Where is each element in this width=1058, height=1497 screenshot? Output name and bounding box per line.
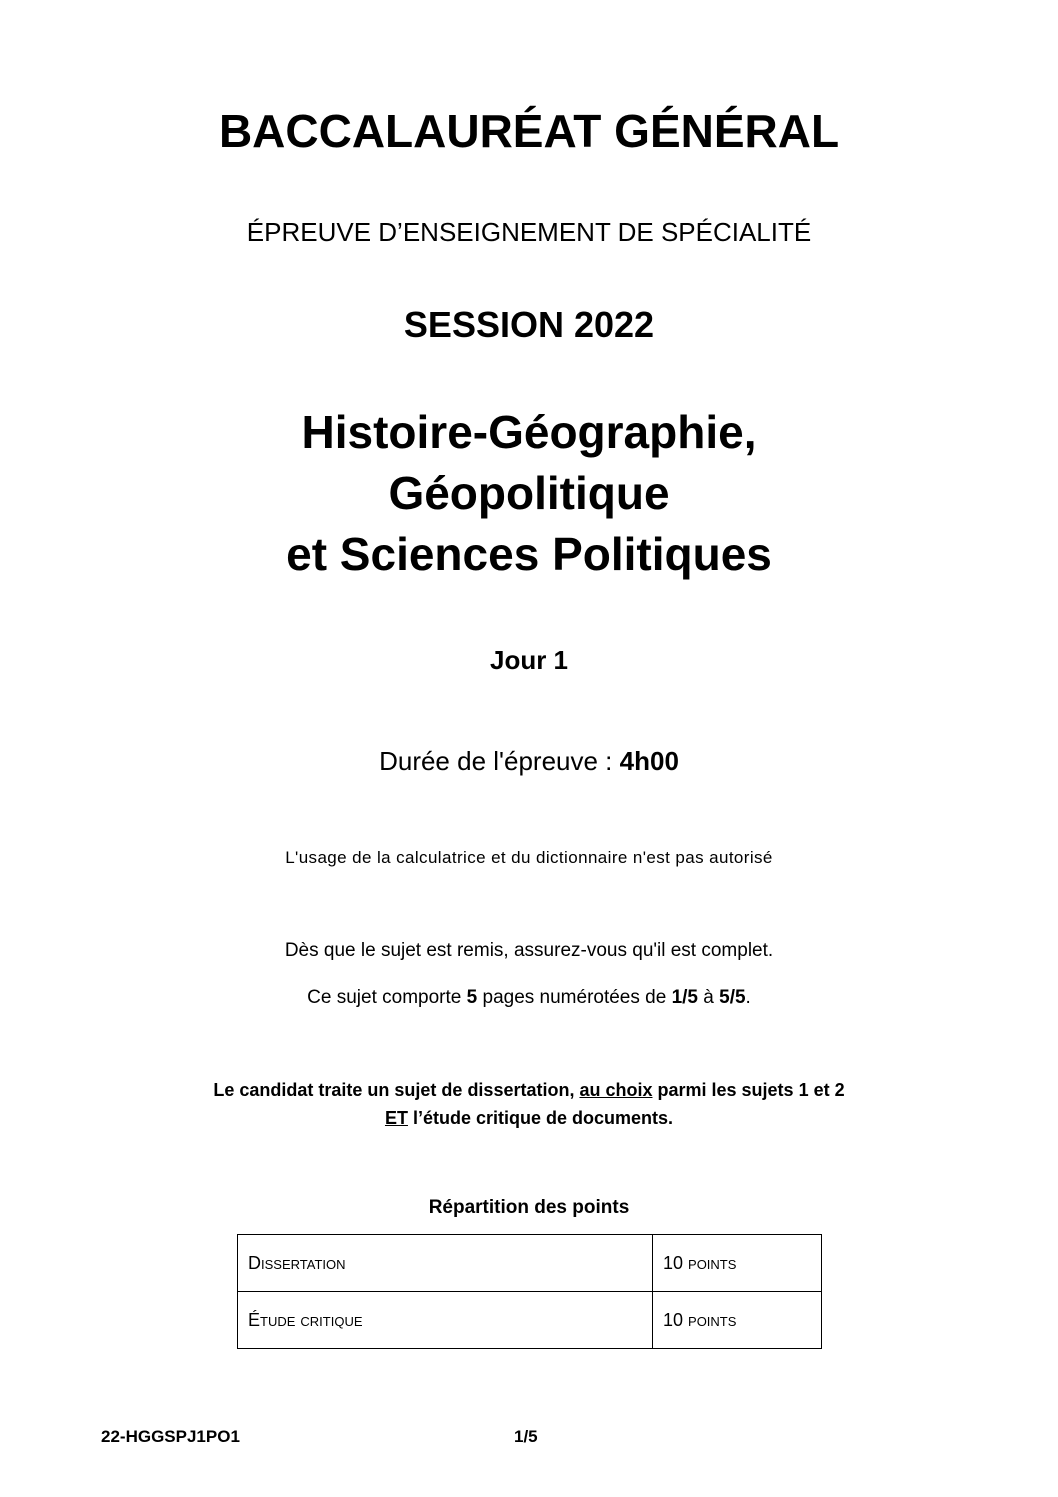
- pages-prefix: Ce sujet comporte: [307, 987, 467, 1008]
- candidate-instructions: [0, 1076, 1058, 1132]
- complete-check-notice: Dès que le sujet est remis, assurez-vous qu'il est complet.: [284, 940, 774, 961]
- table-row: [238, 1292, 822, 1349]
- instructions-line1-prefix: Le candidat traite un sujet de dissertation,: [213, 1080, 580, 1100]
- subject-line-2: Géopolitique: [388, 467, 670, 519]
- points-row-label: Étude critique: [238, 1292, 653, 1349]
- instructions-line1-underlined: au choix: [579, 1080, 653, 1100]
- points-row-value: 10 points: [653, 1292, 822, 1349]
- points-table-title: Répartition des points: [428, 1197, 630, 1218]
- instructions-line2-underlined: ET: [384, 1108, 408, 1128]
- exam-title: BACCALAURÉAT GÉNÉRAL: [218, 105, 840, 157]
- points-row-label: Dissertation: [238, 1235, 653, 1292]
- pages-count: 5: [466, 987, 478, 1008]
- table-row: [238, 1235, 822, 1292]
- page-number: 1/5: [514, 1427, 538, 1446]
- subject-code: 22-HGGSPJ1PO1: [101, 1427, 240, 1446]
- subject-line-3: et Sciences Politiques: [286, 528, 772, 580]
- page-count-notice: [0, 986, 1058, 1010]
- duration-value: 4h00: [619, 746, 679, 776]
- pages-last: 5/5: [719, 987, 746, 1008]
- pages-first: 1/5: [671, 987, 698, 1008]
- instructions-line2-suffix: l’étude critique de documents.: [407, 1108, 674, 1128]
- instructions-line-2: [0, 1104, 1058, 1132]
- points-table: [237, 1234, 822, 1349]
- pages-middle: pages numérotées de: [477, 987, 672, 1008]
- duration-label: Durée de l'épreuve :: [379, 746, 620, 776]
- pages-to: à: [698, 987, 720, 1008]
- points-row-value: 10 points: [653, 1235, 822, 1292]
- instructions-line-1: [0, 1076, 1058, 1104]
- pages-suffix: .: [745, 987, 751, 1008]
- subject-title: [0, 402, 1058, 585]
- exam-subtitle: ÉPREUVE D’ENSEIGNEMENT DE SPÉCIALITÉ: [246, 217, 812, 247]
- exam-duration: [0, 744, 1058, 778]
- exam-day: Jour 1: [489, 645, 569, 675]
- instructions-line1-suffix: parmi les sujets 1 et 2: [652, 1080, 845, 1100]
- session-label: SESSION 2022: [403, 304, 655, 345]
- subject-line-1: Histoire-Géographie,: [301, 406, 757, 458]
- usage-notice: L'usage de la calculatrice et du dictionnaire n'est pas autorisé: [285, 848, 773, 867]
